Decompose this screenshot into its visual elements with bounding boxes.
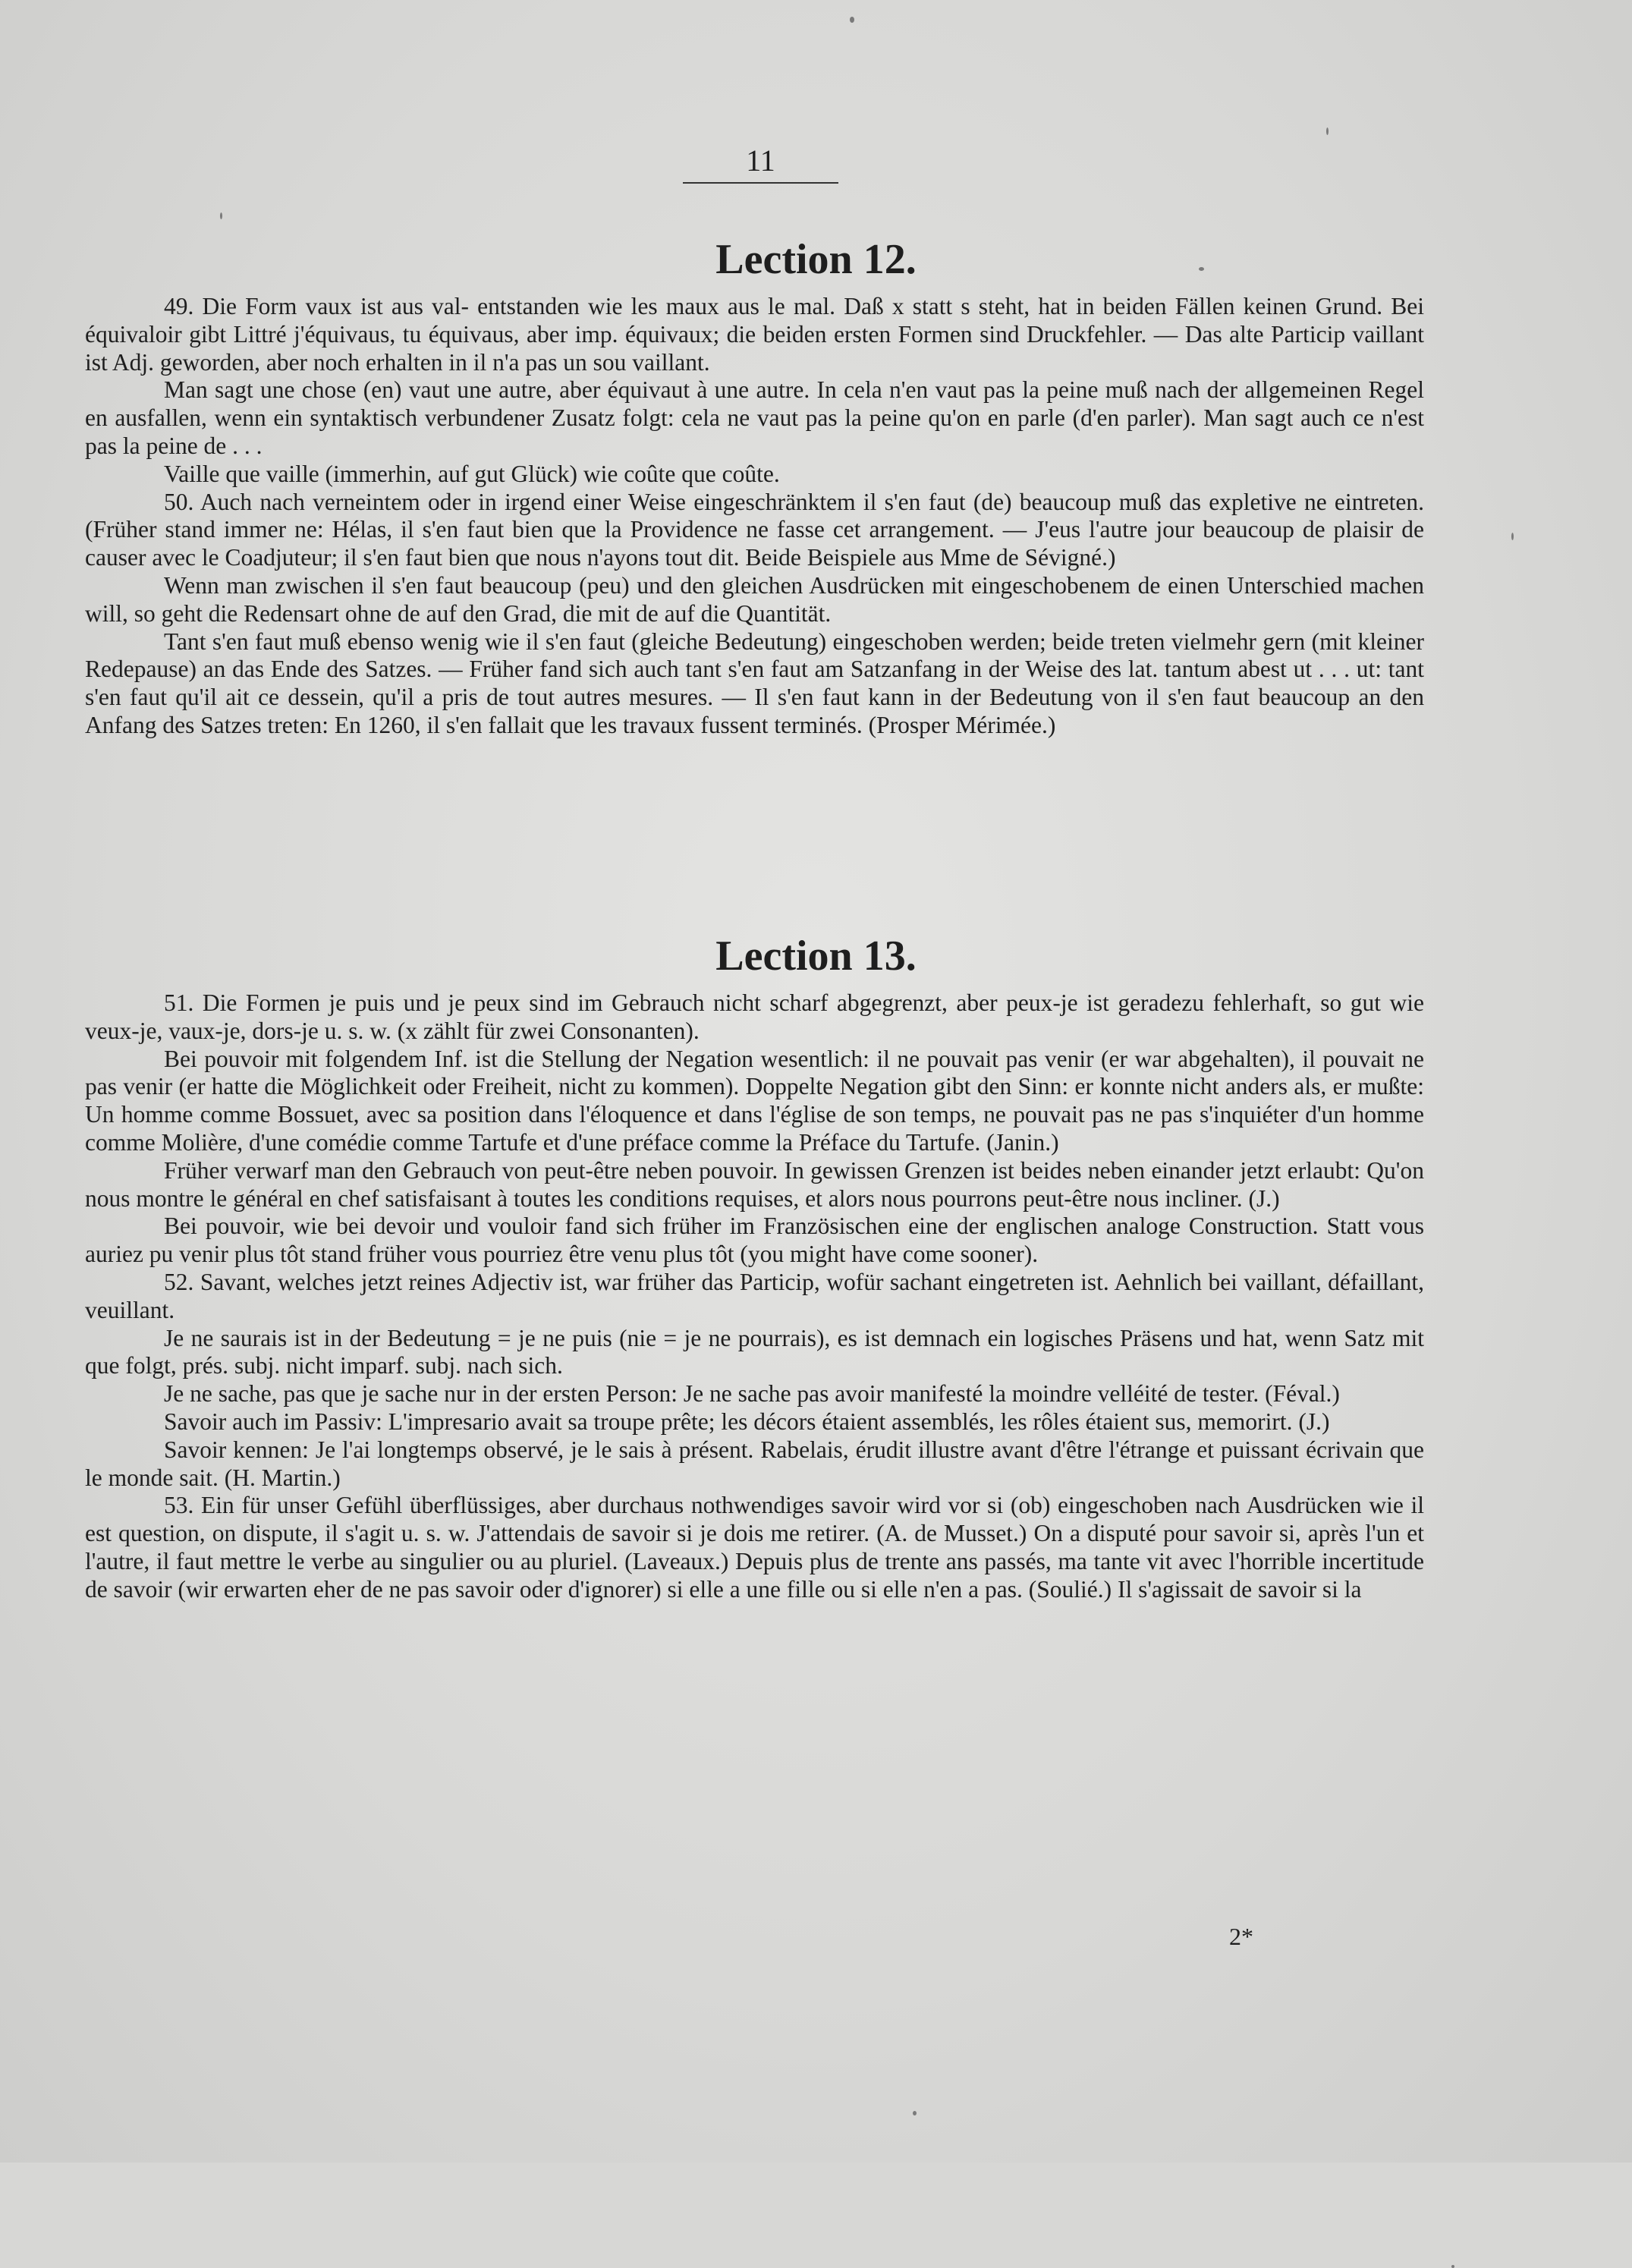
paper-speck xyxy=(850,17,854,23)
paragraph: Früher verwarf man den Gebrauch von peut-être neben pouvoir. In gewissen Grenzen ist beides neben einander jetzt erlaubt: Qu'on nous montre le général en chef satisfaisant à toutes les conditions requises, et alors nous pourrons peut-être nous incliner. (J.) xyxy=(85,1156,1424,1212)
page-number-rule xyxy=(683,182,838,184)
paragraph: Wenn man zwischen il s'en faut beaucoup (peu) und den gleichen Ausdrücken mit eingeschobenem de einen Unterschied machen will, so geht die Redensart ohne de auf den Grad, die mit de auf die Quantität. xyxy=(85,571,1424,627)
paragraph: Man sagt une chose (en) vaut une autre, aber équivaut à une autre. In cela n'en vaut pas la peine muß nach der allgemeinen Regel en ausfallen, wenn ein syntaktisch verbundener Zusatz folgt: cela ne vaut pas la peine qu'on en parle (d'en parler). Man sagt auch ce n'est pas la peine de . . . xyxy=(85,376,1424,459)
signature-mark: 2* xyxy=(1229,1923,1253,1950)
paper-speck xyxy=(220,212,222,219)
paper-speck xyxy=(1326,127,1329,135)
paragraph: 50. Auch nach verneintem oder in irgend einer Weise eingeschränktem il s'en faut (de) beaucoup muß das expletive ne eintreten. (Früher stand immer ne: Hélas, il s'en faut bien que la Providence ne fasse cet arrangement. — J'eus l'autre jour beaucoup de plaisir de causer avec le Coadjuteur; il s'en faut bien que nous n'ayons tout dit. Beide Beispiele aus Mme de Sévigné.) xyxy=(85,488,1424,571)
paper-speck xyxy=(1511,533,1514,540)
paragraph: Vaille que vaille (immerhin, auf gut Glück) wie coûte que coûte. xyxy=(164,460,780,487)
paragraph: 49. Die Form vaux ist aus val- entstanden wie les maux aus le mal. Daß x statt s steht, hat in beiden Fällen keinen Grund. Bei équivaloir gibt Littré j'équivaus, tu équivaus, aber imp. équivaux; die beiden ersten Formen sind Druckfehler. — Das alte Particip vaillant ist Adj. geworden, aber noch erhalten in il n'a pas un sou vaillant. xyxy=(85,293,1424,376)
paper-speck xyxy=(1451,2265,1454,2268)
lesson-13-body xyxy=(85,989,1424,1604)
paper-speck xyxy=(913,2111,917,2115)
paragraph: 51. Die Formen je puis und je peux sind im Gebrauch nicht scharf abgegrenzt, aber peux-je ist geradezu fehlerhaft, so gut wie veux-je, vaux-je, dors-je u. s. w. (x zählt für zwei Consonanten). xyxy=(85,989,1424,1044)
paragraph: Savoir auch im Passiv: L'impresario avait sa troupe prête; les décors étaient assemblés, les rôles étaient sus, memorirt. (J.) xyxy=(164,1408,1330,1435)
page-number: 11 xyxy=(746,143,775,178)
paragraph: Je ne saurais ist in der Bedeutung = je ne puis (nie = je ne pourrais), es ist demnach ein logisches Präsens und hat, wenn Satz mit que folgt, prés. subj. nicht imparf. subj. nach sich. xyxy=(85,1324,1424,1379)
paper-speck xyxy=(1199,267,1204,271)
lesson-12-body xyxy=(85,293,1424,740)
paragraph: Savoir kennen: Je l'ai longtemps observé, je le sais à présent. Rabelais, érudit illustre avant d'être l'étrange et puissant écrivain que le monde sait. (H. Martin.) xyxy=(85,1436,1424,1491)
paragraph: Je ne sache, pas que je sache nur in der ersten Person: Je ne sache pas avoir manifesté la moindre velléité de tester. (Féval.) xyxy=(164,1380,1340,1408)
lesson-12-title: Lection 12. xyxy=(715,236,917,283)
paragraph: Bei pouvoir mit folgendem Inf. ist die Stellung der Negation wesentlich: il ne pouvait pas venir (er war abgehalten), il pouvait ne pas venir (er hatte die Möglichkeit oder Freiheit, nicht zu kommen). Doppelte Negation gibt den Sinn: er konnte nicht anders als, er mußte: Un homme comme Bossuet, avec sa position dans l'éloquence et dans l'église de son temps, ne pouvait pas ne pas s'inquiéter d'un homme comme Molière, d'une comédie comme Tartufe et d'une préface comme la Préface du Tartufe. (Janin.) xyxy=(85,1045,1424,1156)
paragraph: 52. Savant, welches jetzt reines Adjectiv ist, war früher das Particip, wofür sachant eingetreten ist. Aehnlich bei vaillant, défaillant, veuillant. xyxy=(85,1268,1424,1323)
lesson-13-title: Lection 13. xyxy=(715,933,917,980)
paragraph: Bei pouvoir, wie bei devoir und vouloir fand sich früher im Französischen eine der englischen analoge Construction. Statt vous auriez pu venir plus tôt stand früher vous pourriez être venu plus tôt (you might have come sooner). xyxy=(85,1213,1424,1268)
paragraph: 53. Ein für unser Gefühl überflüssiges, aber durchaus nothwendiges savoir wird vor si (ob) eingeschoben nach Ausdrücken wie il est question, on dispute, il s'agit u. s. w. J'attendais de savoir si je dois me retirer. (A. de Musset.) On a disputé pour savoir si, après l'un et l'autre, il faut mettre le verbe au singulier ou au pluriel. (Laveaux.) Depuis plus de trente ans passés, ma tante vit avec l'horrible incertitude de savoir (wir erwarten eher de ne pas savoir oder d'ignorer) si elle a une fille ou si elle n'en a pas. (Soulié.) Il s'agissait de savoir si la xyxy=(85,1492,1424,1603)
paragraph: Tant s'en faut muß ebenso wenig wie il s'en faut (gleiche Bedeutung) eingeschoben werden; beide treten vielmehr gern (mit kleiner Redepause) an das Ende des Satzes. — Früher fand sich auch tant s'en faut am Satzanfang in der Weise des lat. tantum abest ut . . . ut: tant s'en faut qu'il ait ce dessein, qu'il a pris de tout autres mesures. — Il s'en faut kann in der Bedeutung von il s'en faut beaucoup an den Anfang des Satzes treten: En 1260, il s'en fallait que les travaux fussent terminés. (Prosper Mérimée.) xyxy=(85,628,1424,738)
